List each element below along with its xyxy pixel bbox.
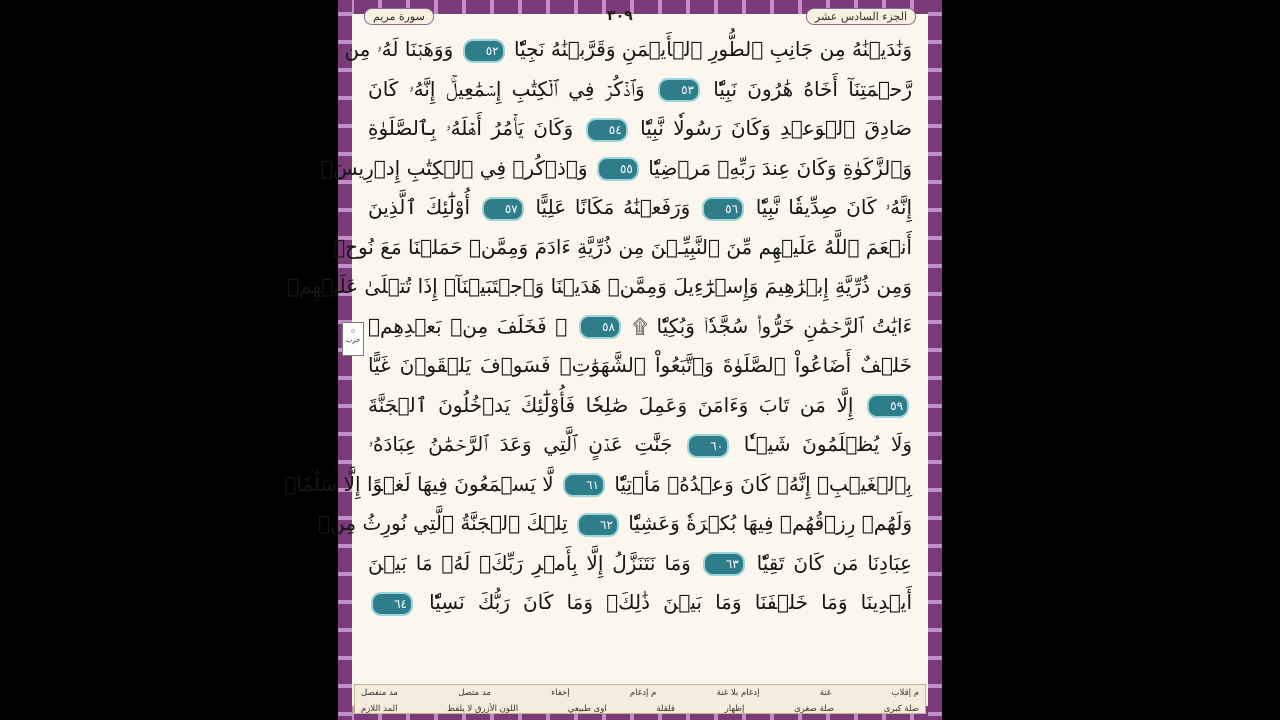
legend-item: صلة كبرى	[883, 704, 919, 714]
text-line	[368, 188, 912, 228]
ayah-number-marker: ٥٤	[586, 118, 628, 142]
text-line	[368, 109, 912, 149]
legend-item: المد اللازم	[361, 704, 398, 714]
text-line	[284, 465, 912, 505]
verse-text: أُوْلَٰٓئِكَ ٱلَّذِينَ	[368, 195, 471, 219]
ayah-number-marker: ٦٣	[703, 552, 745, 576]
text-line	[286, 267, 912, 307]
verse-text: إِلَّا مَن تَابَ وَءَامَنَ وَعَمِلَ صَٰلِحٗا فَأُوْلَٰٓئِكَ يَدۡخُلُونَ ٱلۡجَنَّةَ	[368, 392, 854, 417]
text-line	[368, 386, 912, 426]
surah-label: سورة مريم	[364, 8, 434, 25]
verse-text: وَلَهُمۡ رِزۡقُهُمۡ فِيهَا بُكۡرَةٗ وَعَشِيّٗا	[628, 511, 912, 535]
ayah-number-marker: ٥٢	[463, 39, 505, 63]
legend-row-2	[355, 701, 925, 717]
legend-item: إخفاء	[551, 688, 570, 698]
verse-text: وَنَٰدَيۡنَٰهُ مِن جَانِبِ ٱلطُّورِ ٱلۡأَيۡمَنِ وَقَرَّبۡنَٰهُ نَجِيّٗا	[513, 37, 912, 61]
verse-text: تِلۡكَ ٱلۡجَنَّةُ ٱلَّتِي نُورِثُ مِنۡ	[318, 511, 568, 535]
legend-item: غنة	[819, 688, 832, 698]
verse-text: وَمِن ذُرِّيَّةِ إِبۡرَٰهِيمَ وَإِسۡرَٰٓءِيلَ وَمِمَّنۡ هَدَيۡنَا وَٱجۡتَبَيۡنَآۚ إِذَا تُتۡلَىٰ عَلَيۡهِمۡ	[286, 274, 912, 298]
legend-item: م إدغام	[629, 688, 657, 698]
text-line	[321, 149, 912, 189]
ayah-number-marker: ٦١	[563, 473, 605, 497]
ayah-number-marker: ٥٣	[658, 78, 700, 102]
juz-label: الجزء السادس عشر	[806, 8, 916, 25]
verse-text: صَادِقَ ٱلۡوَعۡدِ وَكَانَ رَسُولٗا نَّبِيّٗا	[640, 116, 913, 140]
text-line	[333, 228, 912, 268]
verse-text: وَٱذۡكُرۡ فِي ٱلۡكِتَٰبِ إِسۡمَٰعِيلَۚ إِنَّهُۥ كَانَ	[368, 76, 645, 101]
verse-text: وَٱلزَّكَوٰةِ وَكَانَ عِندَ رَبِّهِۦ مَرۡضِيّٗا	[648, 155, 912, 180]
verse-text: أَيۡدِينَا وَمَا خَلۡفَنَا وَمَا بَيۡنَ ذَٰلِكَۚ وَمَا كَانَ رَبُّكَ نَسِيّٗا	[429, 590, 912, 614]
text-line	[344, 30, 912, 70]
tajweed-legend	[354, 684, 926, 714]
verse-text: لَّا يَسۡمَعُونَ فِيهَا لَغۡوًا إِلَّا سَلَٰمٗاۖ	[284, 471, 554, 496]
ayah-number-marker: ٥٩	[867, 394, 909, 418]
mushaf-page	[284, 0, 942, 720]
ayah-number-marker: ٦٠	[687, 434, 729, 458]
verse-text: وَمَا نَتَنَزَّلُ إِلَّا بِأَمۡرِ رَبِّكَۖ لَهُۥ مَا بَيۡنَ	[368, 550, 691, 575]
text-line	[368, 544, 912, 584]
verse-text: وَلَا يُظۡلَمُونَ شَيۡـٔٗا	[743, 432, 913, 456]
text-line	[368, 583, 912, 623]
verse-text: ۞ فَخَلَفَ مِنۢ بَعۡدِهِمۡ	[368, 313, 568, 338]
ornament-left	[338, 0, 352, 720]
hizb-marker-icon: ۞ حزب	[342, 322, 364, 356]
ayah-number-marker: ٦٢	[577, 513, 619, 537]
verse-text: وَكَانَ يَأۡمُرُ أَهۡلَهُۥ بِٱلصَّلَوٰةِ	[368, 116, 574, 140]
legend-row-1	[355, 685, 925, 701]
text-line	[368, 346, 912, 386]
verse-text: بِٱلۡغَيۡبِۚ إِنَّهُۥ كَانَ وَعۡدُهُۥ مَأۡتِيّٗا	[614, 471, 912, 496]
legend-item: إدغام بلا غنة	[716, 688, 760, 698]
legend-item: م إقلاب	[891, 688, 919, 698]
page-number: ٣٠٩	[607, 8, 633, 24]
legend-item: إظهار	[724, 704, 745, 714]
ayah-number-marker: ٥٥	[597, 157, 639, 181]
ayah-number-marker: ٥٦	[702, 197, 744, 221]
page-header	[364, 6, 916, 26]
verse-text: إِنَّهُۥ كَانَ صِدِّيقٗا نَّبِيّٗا	[755, 195, 913, 219]
verse-text: عِبَادِنَا مَن كَانَ تَقِيّٗا	[756, 550, 913, 575]
ayah-number-marker: ٥٧	[482, 197, 524, 221]
text-line	[368, 70, 912, 110]
verse-text: جَنَّٰتِ عَدۡنٍ ٱلَّتِي وَعَدَ ٱلرَّحۡمَٰنُ عِبَادَهُۥ	[368, 432, 673, 456]
verse-text: أَنۡعَمَ ٱللَّهُ عَلَيۡهِم مِّنَ ٱلنَّبِيِّـۧنَ مِن ذُرِّيَّةِ ءَادَمَ وَمِمَّنۡ حَمَلۡنَا مَعَ نُوحٖ	[333, 234, 912, 259]
legend-item: صلة صغرى	[794, 704, 835, 714]
legend-item: مد متصل	[458, 688, 491, 698]
verse-text: رَّحۡمَتِنَآ أَخَاهُ هَٰرُونَ نَبِيّٗا	[713, 76, 912, 101]
verse-text: وَرَفَعۡنَٰهُ مَكَانًا عَلِيًّا	[535, 195, 691, 219]
legend-item: اللون الأزرق لا يلفظ	[447, 704, 519, 714]
legend-item: قلقلة	[656, 704, 675, 714]
text-line	[368, 425, 912, 465]
legend-item: اوى طبيعي	[567, 704, 607, 714]
verse-text: ءَايَٰتُ ٱلرَّحۡمَٰنِ خَرُّواْۤ سُجَّدٗاۤ وَبُكِيّٗا ۩	[632, 313, 912, 338]
ayah-number-marker: ٥٨	[579, 315, 621, 339]
verse-text: وَوَهَبۡنَا لَهُۥ مِن	[344, 37, 454, 61]
text-line	[368, 307, 912, 347]
ayah-number-marker: ٦٤	[371, 592, 413, 616]
text-line	[318, 504, 912, 544]
verse-text: وَٱذۡكُرۡ فِي ٱلۡكِتَٰبِ إِدۡرِيسَۚ	[321, 155, 588, 180]
ornament-right	[928, 0, 942, 720]
verse-text: خَلۡفٌ أَضَاعُواْ ٱلصَّلَوٰةَ وَٱتَّبَعُواْ ٱلشَّهَوَٰتِۖ فَسَوۡفَ يَلۡقَوۡنَ غَيًّا	[368, 353, 912, 377]
legend-item: مد منفصل	[361, 688, 398, 698]
